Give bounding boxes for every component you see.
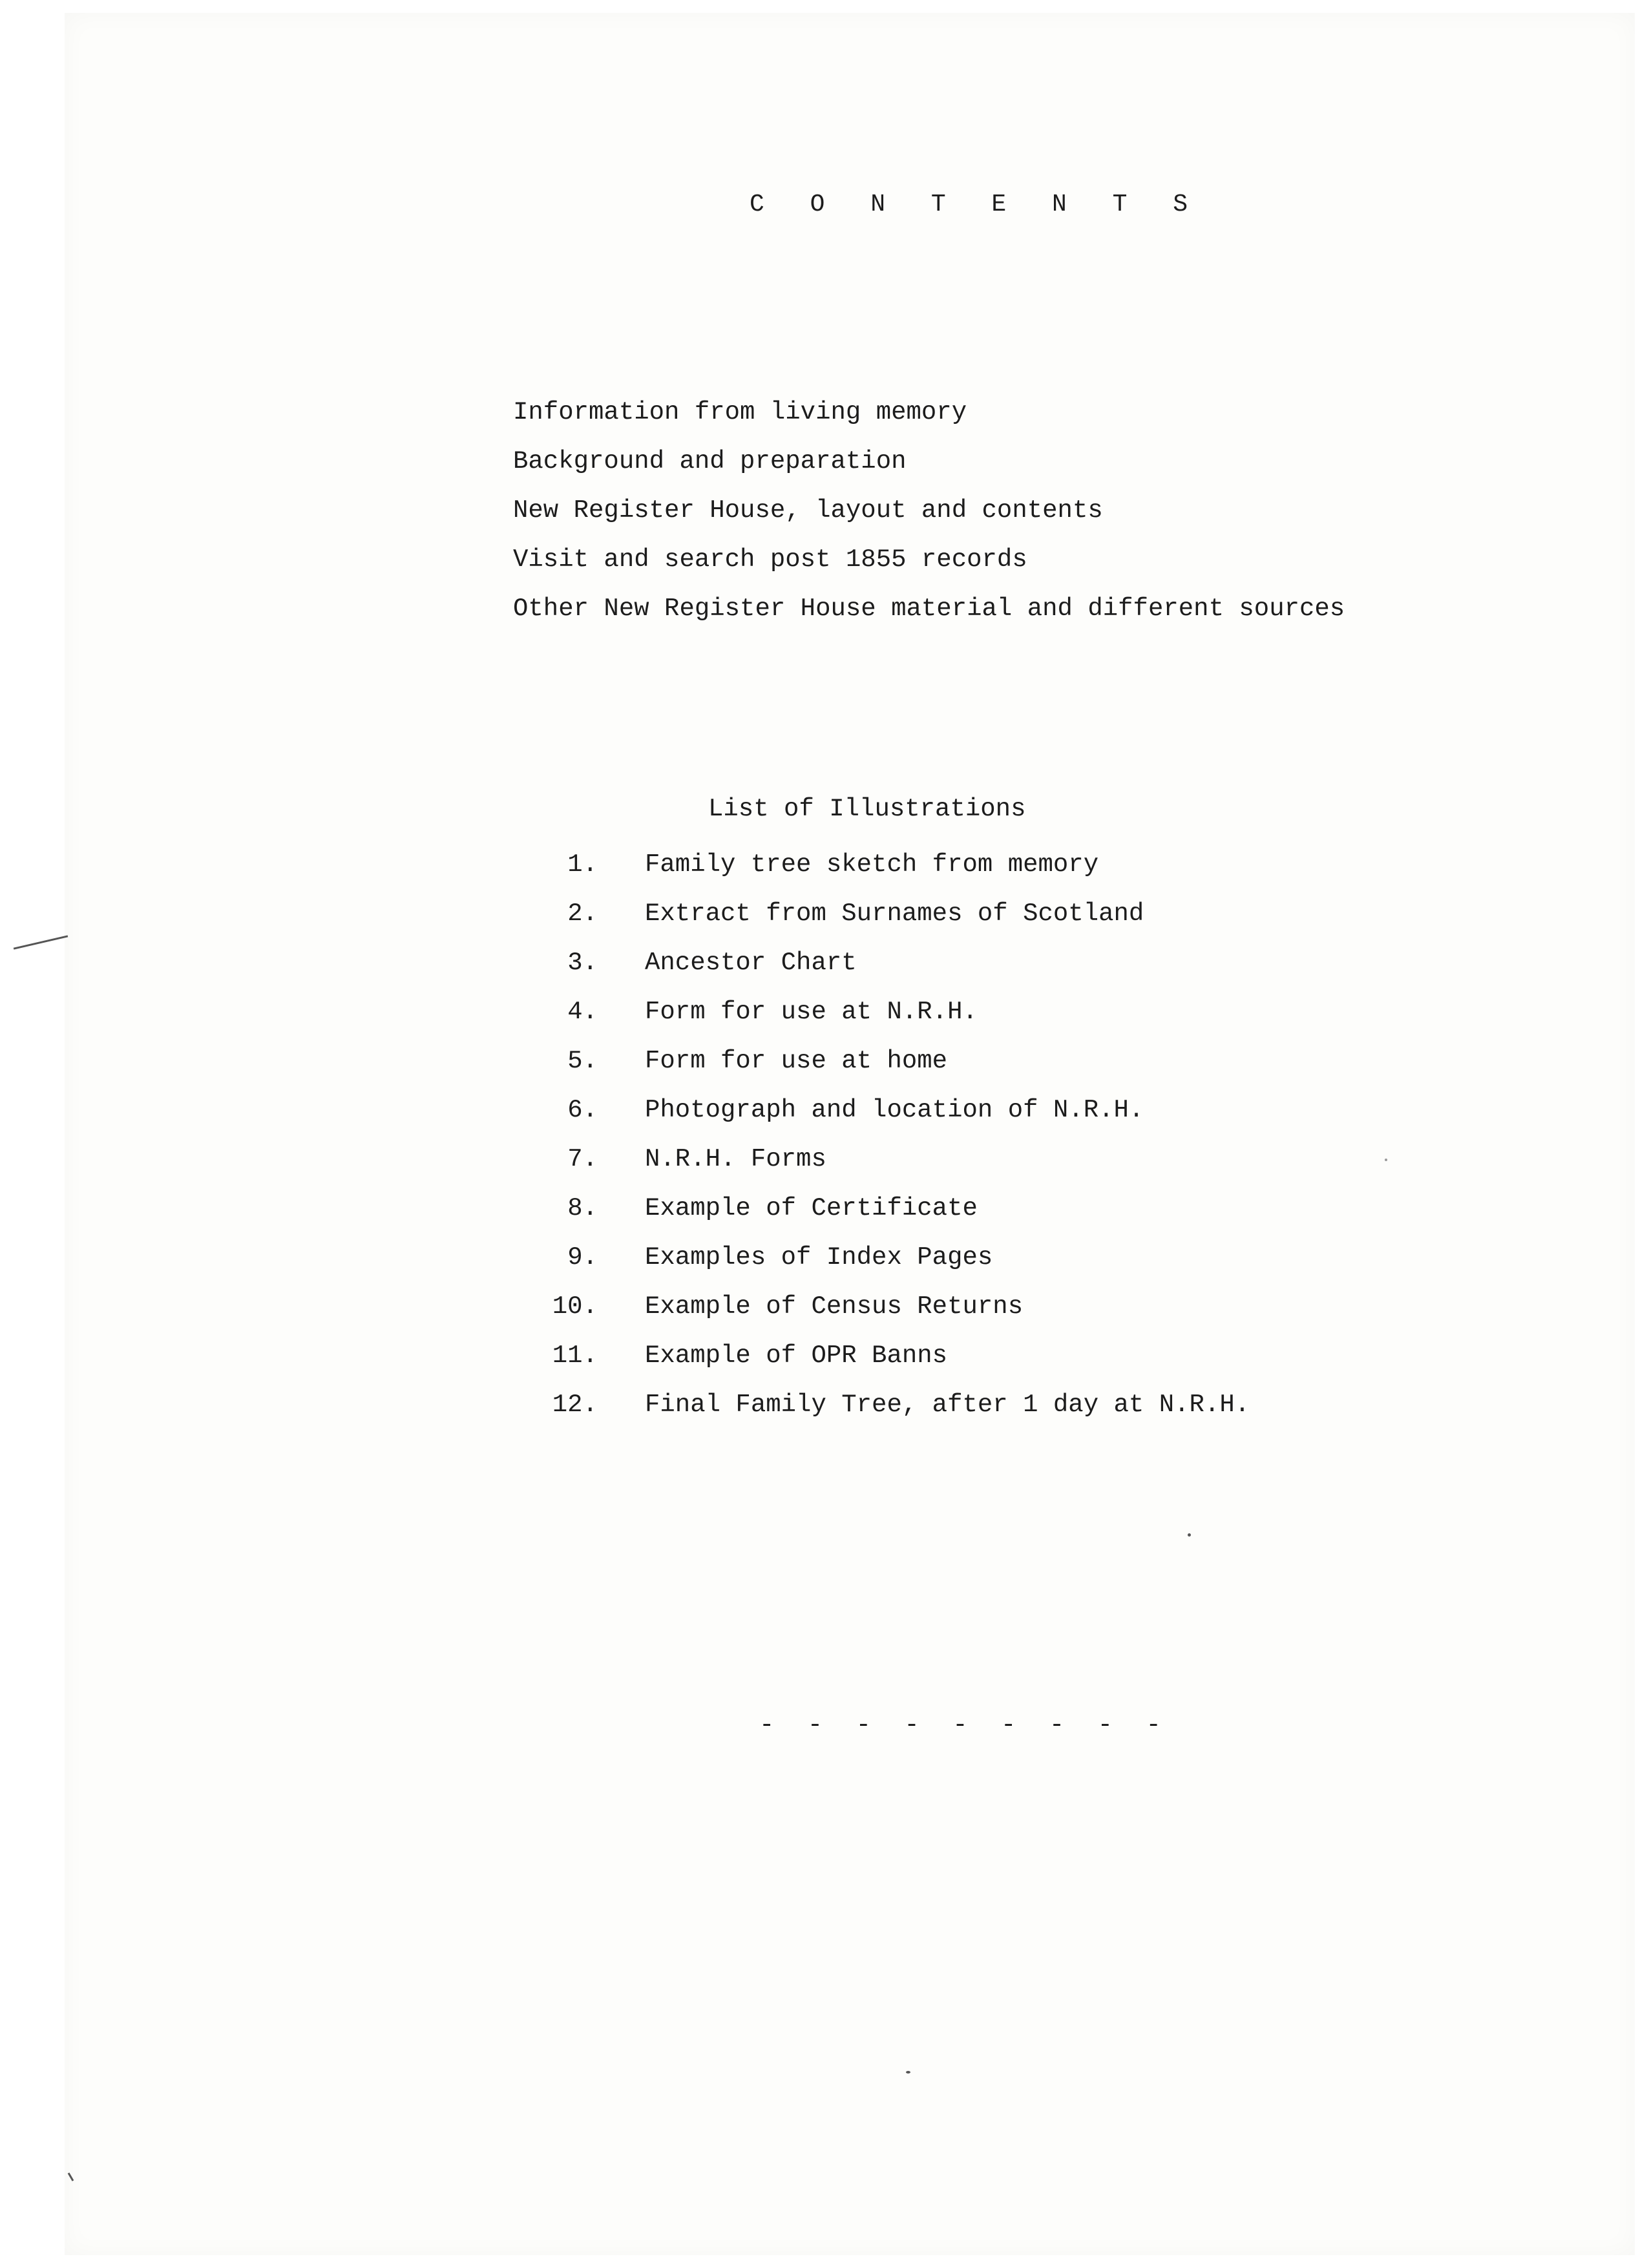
illustration-number: 8.	[567, 1194, 598, 1223]
contents-list	[513, 388, 1345, 633]
illustration-number: 10.	[552, 1292, 598, 1321]
scan-mark	[1188, 1533, 1191, 1537]
illustration-item	[498, 840, 1338, 889]
illustration-number: 3.	[567, 949, 598, 977]
illustration-item	[498, 889, 1338, 938]
scan-mark	[1385, 1159, 1387, 1161]
illustration-title: Examples of Index Pages	[645, 1243, 993, 1272]
contents-item: Visit and search post 1855 records	[513, 545, 1027, 574]
illustration-title: Photograph and location of N.R.H.	[645, 1096, 1144, 1124]
illustration-title: Example of OPR Banns	[645, 1341, 948, 1370]
illustrations-heading: List of Illustrations	[708, 795, 1026, 823]
illustration-number: 6.	[567, 1096, 598, 1124]
illustration-item	[498, 1135, 1338, 1184]
page-title: C O N T E N T S	[750, 191, 1204, 218]
illustration-number: 7.	[567, 1145, 598, 1173]
contents-item: New Register House, layout and contents	[513, 496, 1103, 525]
illustration-title: Family tree sketch from memory	[645, 850, 1099, 879]
illustration-item	[498, 1184, 1338, 1233]
illustration-title: Form for use at home	[645, 1047, 948, 1075]
illustration-item	[498, 938, 1338, 987]
illustration-item	[498, 1282, 1338, 1331]
illustration-item	[498, 987, 1338, 1036]
illustration-title: Extract from Surnames of Scotland	[645, 899, 1144, 928]
illustration-item	[498, 1233, 1338, 1282]
contents-item: Information from living memory	[513, 398, 967, 426]
illustration-number: 11.	[552, 1341, 598, 1370]
illustration-title: Example of Certificate	[645, 1194, 978, 1223]
contents-item: Other New Register House material and different sources	[513, 594, 1345, 623]
contents-item: Background and preparation	[513, 447, 907, 476]
illustration-number: 5.	[567, 1047, 598, 1075]
end-marker: - - - - - - - - -	[759, 1711, 1170, 1739]
illustration-title: N.R.H. Forms	[645, 1145, 826, 1173]
illustration-item	[498, 1380, 1338, 1429]
illustration-number: 12.	[552, 1391, 598, 1419]
illustration-number: 2.	[567, 899, 598, 928]
illustration-number: 4.	[567, 998, 598, 1026]
illustration-title: Example of Census Returns	[645, 1292, 1024, 1321]
illustration-title: Ancestor Chart	[645, 949, 857, 977]
illustration-number: 9.	[567, 1243, 598, 1272]
illustration-item	[498, 1331, 1338, 1380]
illustration-title: Final Family Tree, after 1 day at N.R.H.	[645, 1391, 1250, 1419]
scan-mark	[14, 935, 68, 949]
illustration-title: Form for use at N.R.H.	[645, 998, 978, 1026]
illustration-item	[498, 1036, 1338, 1086]
illustration-number: 1.	[567, 850, 598, 879]
illustrations-list	[498, 840, 1338, 1429]
illustration-item	[498, 1086, 1338, 1135]
scan-mark	[906, 2071, 910, 2074]
